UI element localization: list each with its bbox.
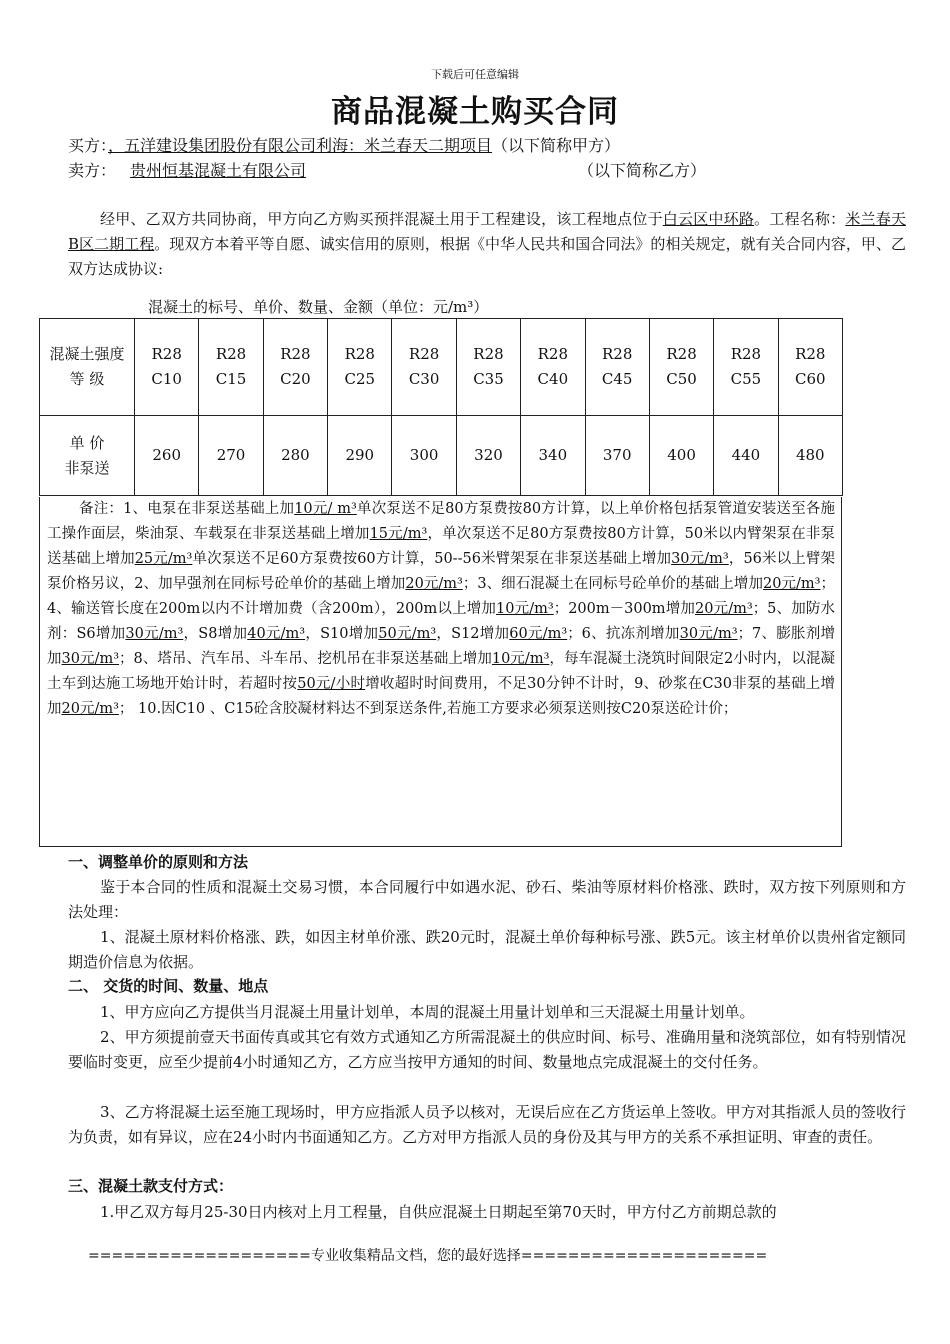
section-2-para-2: 2、甲方须提前壹天书面传真或其它有效方式通知乙方所需混凝土的供应时间、标号、准确用量和浇筑部位，如有特别情况要临时变更，应至少提前4小时通知乙方，乙方应当按甲方通知的时间、数量地点完成混凝土的交付任务。 — [68, 1028, 906, 1071]
remark-text: ，每车混凝土浇筑时间限定2小时内，以混凝土车到达施工场地开始计时，若超时按 — [47, 651, 836, 692]
grade-age: R28 — [602, 345, 633, 363]
remark-amount: 50元/小时 — [297, 676, 366, 692]
remark-amount: 60元/m³ — [509, 626, 568, 642]
grade-row — [40, 319, 843, 416]
price-table — [39, 318, 843, 496]
price-cell: 440 — [714, 416, 778, 496]
section-2-para-1: 1、甲方应向乙方提供当月混凝土用量计划单，本周的混凝土用量计划单和三天混凝土用量计划单。 — [100, 1003, 755, 1021]
grade-age: R28 — [151, 345, 182, 363]
remark-amount: 25元/m³ — [134, 551, 193, 567]
price-row — [40, 416, 843, 496]
remark-text: ； 10.因C10 、C15砼含胶凝材料达不到泵送条件,若施工方要求必须泵送则按C20泵送砼计价； — [118, 701, 738, 717]
section-3-para-1: 1.甲乙双方每月25-30日内核对上月工程量，自供应混凝土日期起至第70天时，甲方付乙方前期总款的 — [100, 1203, 777, 1221]
remark-amount: 30元/m³ — [679, 626, 738, 642]
grade-class: C20 — [280, 370, 311, 388]
contract-title: 商品混凝土购买合同 — [331, 94, 619, 130]
buyer-line — [68, 133, 620, 156]
remark-amount: 20元/m³ — [695, 601, 753, 617]
section-2-title: 二、 交货的时间、数量、地点 — [68, 977, 269, 995]
remark-text: ；3、细石混凝土在同标号砼单价的基础上增加 — [462, 576, 763, 592]
grade-cell — [778, 319, 842, 416]
grade-cell — [521, 319, 585, 416]
grade-cell — [199, 319, 263, 416]
grade-age: R28 — [280, 345, 311, 363]
grade-age: R28 — [344, 345, 375, 363]
grade-class: C55 — [730, 370, 762, 388]
remark-text: 单次泵送不足80方泵费按80方计算，以上单价格包括泵管道安装送至各施工操作面层，柴油泵、车载泵在非泵送基础上增加 — [47, 501, 835, 542]
grade-header-cell — [40, 319, 135, 416]
grade-class: C45 — [601, 370, 633, 388]
price-cell: 340 — [521, 416, 585, 496]
remark-text: ；6、抗冻剂增加 — [567, 626, 680, 642]
price-cell: 370 — [585, 416, 649, 496]
grade-cell — [392, 319, 456, 416]
remark-text: ，56米以上臂架泵价格另议，2、加早强剂在同标号砼单价的基础上增加 — [47, 551, 835, 592]
remark-text: 单次泵送不足60方泵费按60方计算，50--56米臂架泵在非泵送基础上增加 — [192, 551, 672, 567]
remark-text: ；200m－300m增加 — [553, 601, 695, 617]
grade-age: R28 — [666, 345, 697, 363]
grade-age: R28 — [730, 345, 762, 363]
remark-text: ，S10增加 — [305, 626, 379, 642]
intro-text-3: 。现双方本着平等自愿、诚实信用的原则，根据《中华人民共和国合同法》的相关规定，就有关合同内容，甲、乙双方达成协议: — [68, 235, 906, 278]
seller-label: 卖方： — [68, 161, 117, 180]
grade-age: R28 — [537, 345, 569, 363]
grade-header-line2: 等 级 — [69, 370, 105, 388]
price-cell: 270 — [199, 416, 263, 496]
grade-cell — [585, 319, 649, 416]
remark-text: ，S12增加 — [436, 626, 510, 642]
price-header-cell — [40, 416, 135, 496]
grade-class: C15 — [215, 370, 247, 388]
footer-banner: ===================专业收集精品文档，您的最好选择===================== — [88, 1248, 768, 1264]
remark-text: 备注：1、电泵在非泵送基础上加 — [79, 501, 295, 517]
grade-age: R28 — [408, 345, 440, 363]
buyer-name: ，五洋建设集团股份有限公司利海：米兰春天二期项目 — [108, 136, 493, 155]
seller-name: 贵州恒基混凝土有限公司 — [130, 161, 307, 180]
project-location: 白云区中环路 — [662, 210, 755, 228]
grade-header-line1: 混凝土强度 — [49, 345, 125, 363]
remark-amount: 20元/m³ — [763, 576, 821, 592]
grade-cell — [135, 319, 199, 416]
seller-suffix: （以下简称乙方） — [578, 161, 707, 180]
editable-note: 下载后可任意编辑 — [431, 68, 519, 81]
price-cell: 400 — [649, 416, 713, 496]
remark-amount: 15元/m³ — [369, 526, 428, 542]
price-cell: 320 — [456, 416, 520, 496]
remark-amount: 20元/m³ — [405, 576, 463, 592]
section-1-title: 一、调整单价的原则和方法 — [68, 853, 249, 871]
grade-class: C35 — [473, 370, 504, 388]
price-cell: 290 — [328, 416, 392, 496]
grade-cell — [263, 319, 327, 416]
remark-text: ；8、塔吊、汽车吊、斗车吊、挖机吊在非泵送基础上增加 — [119, 651, 492, 667]
grade-class: C10 — [151, 370, 182, 388]
remark-text: 增收超时时间费用，不足30分钟不计时，9、砂浆在C30非泵的基础上增加 — [47, 676, 836, 717]
price-cell: 480 — [778, 416, 842, 496]
remark-text: ；7、膨胀剂增加 — [47, 626, 836, 667]
project-name: 米兰春天B区二期工程 — [68, 210, 906, 253]
remark-amount: 10元/m³ — [491, 651, 550, 667]
remark-amount: 30元/m³ — [671, 551, 729, 567]
grade-class: C60 — [795, 370, 826, 388]
grade-class: C50 — [666, 370, 697, 388]
remark-amount: 10元/ m³ — [294, 501, 357, 517]
section-3-title: 三、混凝土款支付方式： — [68, 1177, 234, 1195]
intro-text-2: 。工程名称： — [754, 210, 846, 228]
remark-amount: 50元/m³ — [378, 626, 437, 642]
remark-text: ，单次泵送不足80方泵费按80方计算，50米以内臂架泵在非泵送基础上增加 — [47, 526, 836, 567]
grade-class: C30 — [408, 370, 440, 388]
remark-text: ；5、加防水剂：S6增加 — [47, 601, 835, 642]
grade-age: R28 — [473, 345, 504, 363]
intro-paragraph — [68, 207, 906, 282]
remark-amount: 40元/m³ — [247, 626, 306, 642]
grade-age: R28 — [215, 345, 247, 363]
section-1-para-1: 鉴于本合同的性质和混凝土交易习惯，本合同履行中如遇水泥、砂石、柴油等原材料价格涨、跌时，双方按下列原则和方法处理： — [68, 878, 906, 921]
grade-class: C25 — [344, 370, 376, 388]
remark-amount: 10元/m³ — [496, 601, 554, 617]
grade-class: C40 — [537, 370, 569, 388]
grade-cell — [714, 319, 778, 416]
buyer-suffix: （以下简称甲方） — [492, 136, 621, 155]
price-cell: 300 — [392, 416, 456, 496]
section-2-para-3: 3、乙方将混凝土运至施工现场时，甲方应指派人员予以核对，无误后应在乙方货运单上签收。甲方对其指派人员的签收行为负责，如有异议，应在24小时内书面通知乙方。乙方对甲方指派人员的身份及其与甲方的关系不承担证明、审查的责任。 — [68, 1103, 906, 1146]
price-table-caption: 混凝土的标号、单价、数量、金额（单位：元/m³） — [148, 298, 489, 316]
price-header-line1: 单 价 — [69, 433, 105, 452]
seller-line — [68, 158, 706, 181]
grade-age: R28 — [795, 345, 826, 363]
remark-amount: 30元/m³ — [61, 651, 120, 667]
grade-cell — [649, 319, 713, 416]
price-header-line2: 非泵送 — [64, 458, 110, 477]
remark-amount: 20元/m³ — [61, 701, 119, 717]
remarks-text — [47, 497, 835, 722]
grade-cell — [456, 319, 520, 416]
remark-amount: 30元/m³ — [125, 626, 184, 642]
price-cell: 260 — [135, 416, 199, 496]
intro-text-1: 经甲、乙双方共同协商，甲方向乙方购买预拌混凝土用于工程建设，该工程地点位于 — [100, 210, 663, 228]
remark-text: ，S8增加 — [183, 626, 248, 642]
price-cell: 280 — [263, 416, 327, 496]
section-1-para-2: 1、混凝土原材料价格涨、跌，如因主材单价涨、跌20元时，混凝土单价每种标号涨、跌5元。该主材单价以贵州省定额同期造价信息为依据。 — [68, 928, 906, 971]
buyer-label: 买方： — [68, 136, 109, 155]
remark-text: ；4、输送管长度在200m以内不计增加费（含200m），200m以上增加 — [47, 576, 835, 617]
grade-cell — [328, 319, 392, 416]
